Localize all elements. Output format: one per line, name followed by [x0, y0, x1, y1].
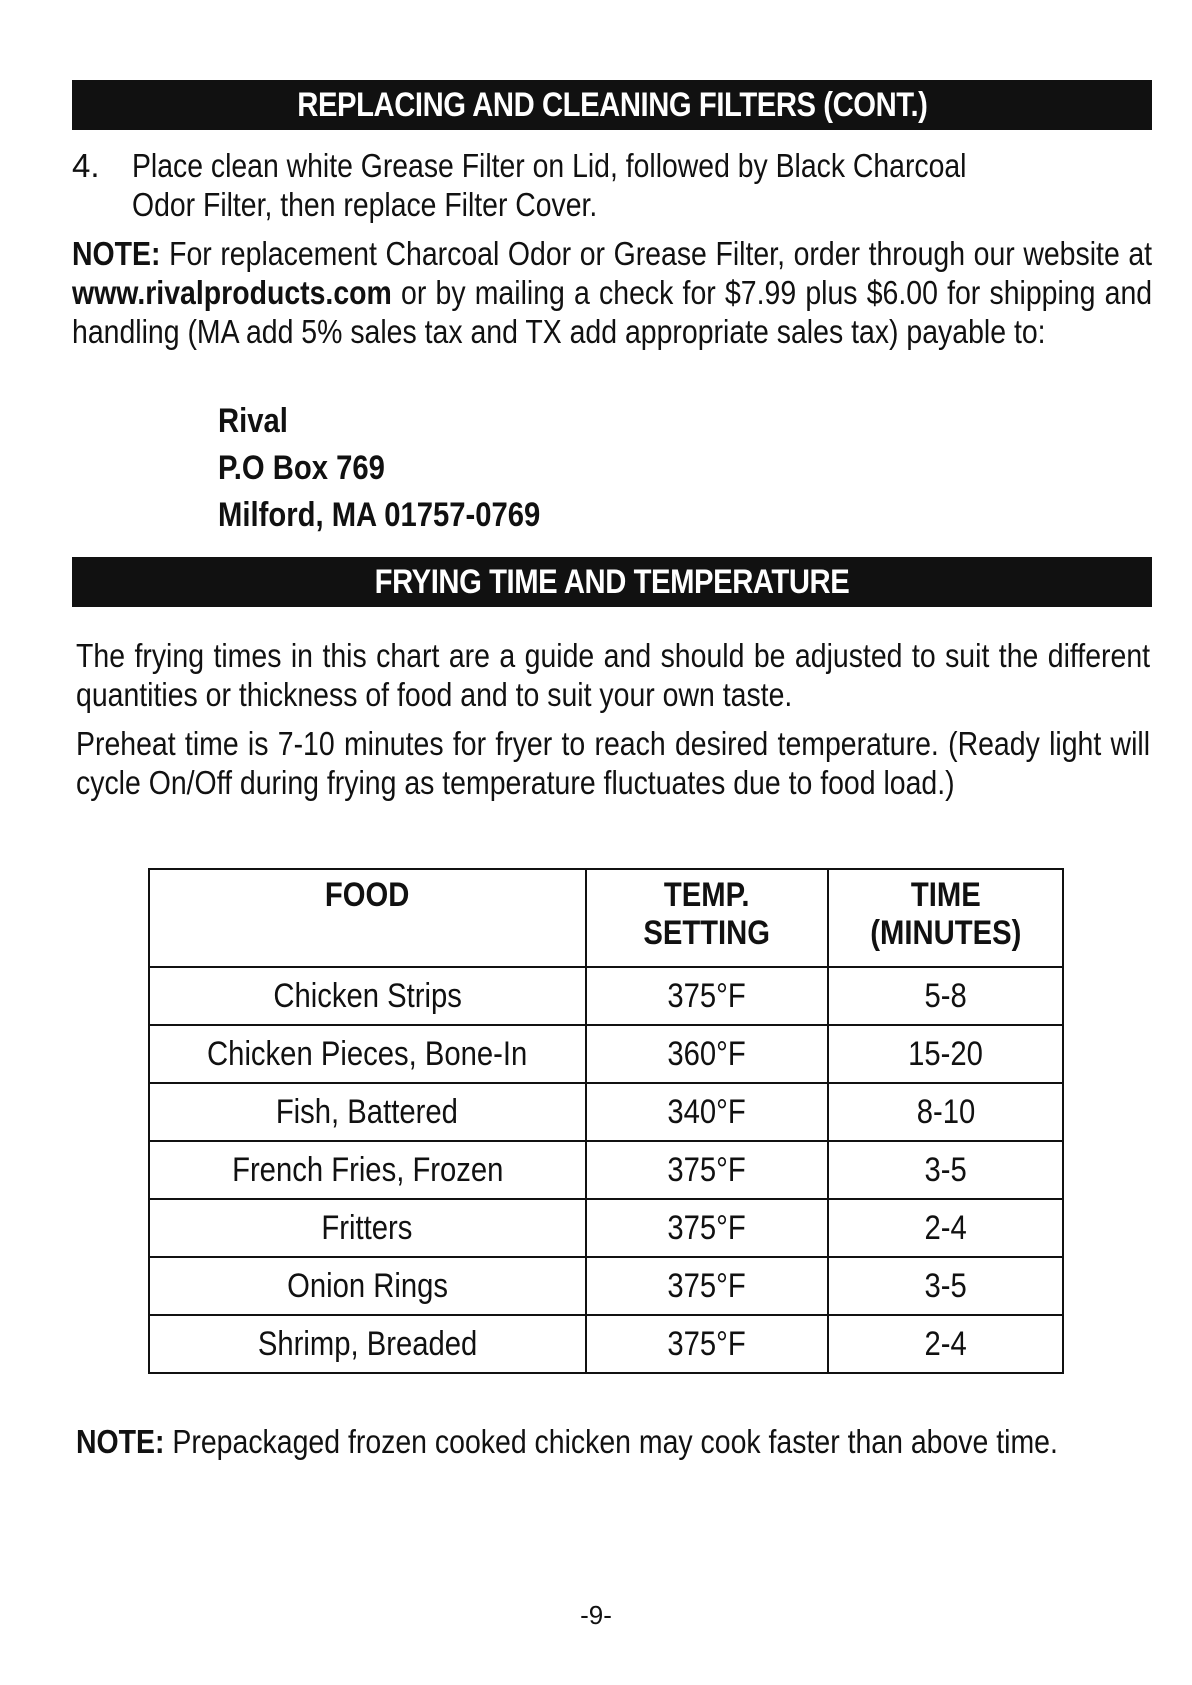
table-row [149, 1083, 1063, 1141]
note-label: NOTE: [76, 1423, 165, 1460]
intro-paragraph-2: Preheat time is 7-10 minutes for fryer to reach desired temperature. (Ready light will cycle On/Off during frying as temperature fluctuates due to food load.) [76, 725, 1151, 801]
section-title: REPLACING AND CLEANING FILTERS (CONT.) [296, 86, 928, 124]
table-row [149, 967, 1063, 1025]
cell-food: Onion Rings [149, 1257, 586, 1315]
frying-chart-table [148, 868, 1064, 1374]
cell-time: 8-10 [828, 1083, 1063, 1141]
cell-temp: 340°F [586, 1083, 828, 1141]
cell-time: 3-5 [828, 1141, 1063, 1199]
website-link[interactable]: www.rivalproducts.com [72, 274, 392, 311]
table-row [149, 1199, 1063, 1257]
table-row [149, 1257, 1063, 1315]
section-title: FRYING TIME AND TEMPERATURE [374, 563, 850, 601]
step-text [132, 146, 1121, 224]
cell-temp: 375°F [586, 1315, 828, 1373]
cell-food: French Fries, Frozen [149, 1141, 586, 1199]
cell-temp: 375°F [586, 1141, 828, 1199]
table-row [149, 1141, 1063, 1199]
header-time: TIME (MINUTES) [828, 869, 1063, 967]
cell-food: Chicken Pieces, Bone-In [149, 1025, 586, 1083]
cell-temp: 375°F [586, 1257, 828, 1315]
table-row [149, 1315, 1063, 1373]
cell-time: 2-4 [828, 1199, 1063, 1257]
header-food: FOOD [149, 869, 586, 967]
cell-food: Chicken Strips [149, 967, 586, 1025]
section-header-filters [72, 80, 1152, 130]
cell-time: 2-4 [828, 1315, 1063, 1373]
cell-temp: 375°F [586, 967, 828, 1025]
intro-paragraph-1: The frying times in this chart are a guide and should be adjusted to suit the different quantities or thickness of food and to suit your own taste. [76, 637, 1151, 713]
address-line-2: P.O Box 769 [218, 449, 385, 487]
header-temp: TEMP. SETTING [586, 869, 828, 967]
note-text-before: For replacement Charcoal Odor or Grease Filter, order through our website at [160, 235, 1153, 272]
page-number: -9- [580, 1600, 612, 1630]
cell-time: 3-5 [828, 1257, 1063, 1315]
cell-time: 15-20 [828, 1025, 1063, 1083]
note-text: Prepackaged frozen cooked chicken may cook faster than above time. [164, 1423, 1058, 1460]
note-replacement-filters [72, 234, 1152, 351]
cell-food: Shrimp, Breaded [257, 1325, 478, 1363]
cell-food: Fish, Battered [149, 1083, 586, 1141]
cell-temp: 375°F [586, 1199, 828, 1257]
table-row [149, 1025, 1063, 1083]
address-line-1: Rival [218, 402, 288, 440]
cell-time: 5-8 [828, 967, 1063, 1025]
cell-temp: 360°F [586, 1025, 828, 1083]
cell-food: Fritters [149, 1199, 586, 1257]
section-header-frying [72, 557, 1152, 607]
note-label: NOTE: [72, 235, 161, 272]
step-number: 4. [72, 147, 100, 184]
table-header-row [149, 869, 1063, 967]
step-line-2: Odor Filter, then replace Filter Cover. [132, 186, 598, 223]
note-text-after: or by mailing a check for $7.99 plus $6.00 for shipping and handling (MA add 5% sales tax and TX add appropriate sales tax) payable to: [72, 274, 1153, 350]
step-line-1: Place clean white Grease Filter on Lid, followed by Black Charcoal [132, 147, 967, 184]
note-prepackaged-chicken [76, 1422, 1150, 1461]
mailing-address [218, 398, 540, 539]
address-line-3: Milford, MA 01757-0769 [218, 496, 541, 534]
